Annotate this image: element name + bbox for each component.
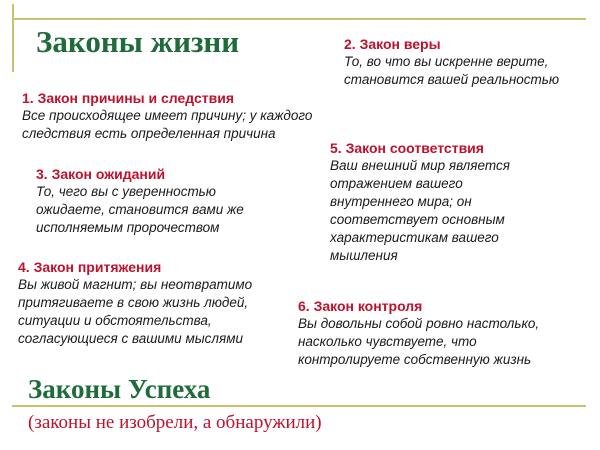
law-2-heading: 2. Закон веры <box>344 36 441 52</box>
law-1-heading: 1. Закон причины и следствия <box>22 90 234 106</box>
bottom-title: Законы Успеха <box>28 374 211 404</box>
bottom-subtitle: (законы не изобрели, а обнаружили) <box>28 412 322 433</box>
law-4-heading: 4. Закон притяжения <box>18 259 162 275</box>
bottom-rule <box>12 405 586 407</box>
law-5-text: Ваш внешний мир является отражением вашего внутреннего мира; он соответствует основным характеристикам вашего мышления <box>330 158 510 263</box>
law-1 <box>22 90 322 143</box>
law-3-heading: 3. Закон ожиданий <box>36 166 166 182</box>
law-6 <box>298 298 578 369</box>
law-6-text: Вы довольны собой ровно настолько, насколько чувствуете, что контролируете собственную жизнь <box>298 316 540 367</box>
law-6-heading: 6. Закон контроля <box>298 298 423 314</box>
law-2 <box>344 36 589 89</box>
law-4-text: Вы живой магнит; вы неотвратимо притягиваете в свою жизнь людей, ситуации и обстоятельства, согласующиеся с вашими мыслями <box>18 277 253 346</box>
page-title: Законы жизни <box>36 24 240 59</box>
law-3-text: То, чего вы с уверенностью ожидаете, становится вами же исполняемым пророчеством <box>36 184 244 235</box>
left-rule <box>12 4 14 72</box>
law-5-heading: 5. Закон соответствия <box>330 140 484 156</box>
law-1-text: Все происходящее имеет причину; у каждого следствия есть определенная причина <box>22 108 313 141</box>
top-rule <box>12 18 586 20</box>
law-5 <box>330 140 538 265</box>
law-2-text: То, во что вы искренне верите, становится вашей реальностью <box>344 54 559 87</box>
law-4 <box>18 259 260 348</box>
law-3 <box>36 166 276 237</box>
